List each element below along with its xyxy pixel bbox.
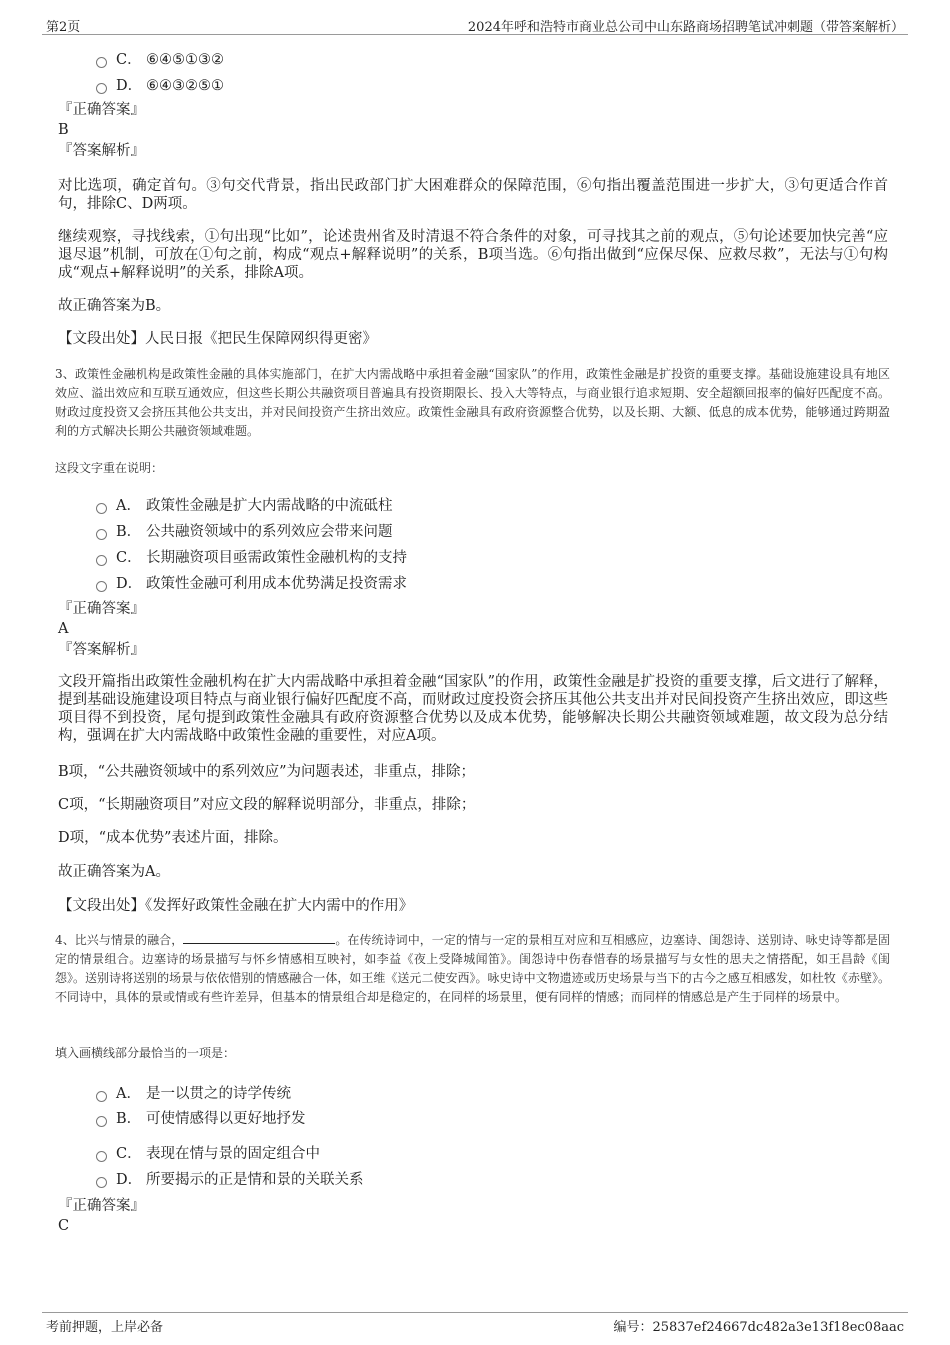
radio-icon[interactable]: [96, 83, 107, 94]
radio-icon[interactable]: [96, 57, 107, 68]
q3-option-b[interactable]: B． 公共融资领域中的系列效应会带来问题: [96, 520, 393, 540]
radio-icon[interactable]: [96, 503, 107, 514]
q3-analysis-5: 故正确答案为A。: [58, 864, 170, 880]
page-header: [42, 14, 908, 35]
page-number: 第2页: [46, 20, 81, 35]
radio-icon[interactable]: [96, 1177, 107, 1188]
q2-analysis-3: 故正确答案为B。: [58, 298, 171, 314]
q2-analysis-2: 继续观察，寻找线索，①句出现“比如”，论述贵州省及时清退不符合条件的对象，可寻找其之前的观点，⑤句论述要加快完善“应退尽退”机制，可放在①句之前，构成“观点+解释说明”的关系，B项当选。⑥句指出做到“应保尽保、应救尽救”，无法与①句构成“观点+解释说明”的关系，排除A项。: [58, 229, 888, 281]
q2-analysis-1: 对比选项，确定首句。③句交代背景，指出民政部门扩大困难群众的保障范围，⑥句指出覆盖范围进一步扩大，③句更适合作首句，排除C、D两项。: [58, 178, 888, 212]
q4-option-b[interactable]: B． 可使情感得以更好地抒发: [96, 1107, 306, 1127]
radio-icon[interactable]: [96, 581, 107, 592]
q4-stem-before: 4、比兴与情景的融合，: [55, 933, 184, 947]
document-id: 编号：25837ef24667dc482a3e13f18ec08aac: [613, 1320, 904, 1335]
footer-slogan: 考前押题，上岸必备: [46, 1320, 164, 1335]
q4-option-a[interactable]: A． 是一以贯之的诗学传统: [96, 1082, 291, 1102]
q2-option-c[interactable]: C． ⑥④⑤①③②: [96, 48, 224, 68]
q3-source: 【文段出处】《发挥好政策性金融在扩大内需中的作用》: [58, 898, 414, 914]
q3-prompt: 这段文字重在说明：: [55, 461, 164, 475]
q2-option-d[interactable]: D． ⑥④③②⑤①: [96, 74, 224, 94]
q2-answer: B: [58, 122, 69, 138]
radio-icon[interactable]: [96, 1151, 107, 1162]
radio-icon[interactable]: [96, 1116, 107, 1127]
q4-stem-after: 。在传统诗词中，一定的情与一定的景相互对应和互相感应，边塞诗、闺怨诗、送别诗、咏史诗等都是固定的情景组合。边塞诗的场景描写与怀乡情感相互映衬，如李益《夜上受降城闻笛》。闺怨诗中伤春惜春的场景描写与女性的思夫之情搭配，如王昌龄《闺怨》。送别诗将送别的场景与依依惜别的情感融合一体，如王维《送元二使安西》。咏史诗中文物遗迹或历史场景与当下的古今之感互相感发，如杜牧《赤壁》。不同诗中，具体的景或情或有些许差异，但基本的情景组合却是稳定的，在同样的场景里，便有同样的情感；而同样的情感总是产生于同样的场景中。: [55, 933, 890, 1004]
q4-option-c[interactable]: C． 表现在情与景的固定组合中: [96, 1142, 320, 1162]
q3-analysis-4: D项，“成本优势”表述片面，排除。: [58, 830, 288, 846]
q3-option-c[interactable]: C． 长期融资项目亟需政策性金融机构的支持: [96, 546, 407, 566]
q3-stem: 3、政策性金融机构是政策性金融的具体实施部门，在扩大内需战略中承担着金融“国家队”的作用，政策性金融是扩投资的重要支撑。基础设施建设具有地区效应、溢出效应和互联互通效应，但这些长期公共融资项目普遍具有投资期限长、投入大等特点，与商业银行追求短期、安全超额回报率的偏好匹配度不高。财政过度投资又会挤压其他公共支出，并对民间投资产生挤出效应。政策性金融具有政府资源整合优势，以及长期、大额、低息的成本优势，能够通过跨期盈利的方式解决长期公共融资领域难题。: [55, 367, 890, 438]
q4-option-d[interactable]: D． 所要揭示的正是情和景的关联关系: [96, 1168, 364, 1188]
q2-source: 【文段出处】人民日报《把民生保障网织得更密》: [58, 331, 377, 347]
q4-answer: C: [58, 1218, 70, 1234]
q4-answer-label: 『正确答案』: [58, 1198, 145, 1214]
q3-analysis-label: 『答案解析』: [58, 642, 145, 658]
q3-analysis-2: B项，“公共融资领域中的系列效应”为问题表述，非重点，排除；: [58, 764, 475, 780]
q2-analysis-label: 『答案解析』: [58, 143, 145, 159]
q2-answer-label: 『正确答案』: [58, 102, 145, 118]
q3-analysis-3: C项，“长期融资项目”对应文段的解释说明部分，非重点，排除；: [58, 797, 476, 813]
q3-option-a[interactable]: A． 政策性金融是扩大内需战略的中流砥柱: [96, 494, 393, 514]
q3-answer-label: 『正确答案』: [58, 601, 145, 617]
q3-option-d[interactable]: D． 政策性金融可利用成本优势满足投资需求: [96, 572, 407, 592]
document-title: 2024年呼和浩特市商业总公司中山东路商场招聘笔试冲刺题（带答案解析）: [467, 20, 904, 35]
page-footer: [42, 1312, 908, 1335]
radio-icon[interactable]: [96, 1091, 107, 1102]
radio-icon[interactable]: [96, 555, 107, 566]
q4-prompt: 填入画横线部分最恰当的一项是：: [55, 1046, 236, 1060]
fill-in-blank[interactable]: [183, 931, 335, 944]
q3-answer: A: [58, 621, 69, 637]
q4-stem: [55, 931, 890, 1007]
radio-icon[interactable]: [96, 529, 107, 540]
q3-analysis-1: 文段开篇指出政策性金融机构在扩大内需战略中承担着金融“国家队”的作用，政策性金融是扩投资的重要支撑，后文进行了解释，提到基础设施建设项目特点与商业银行偏好匹配度不高，而财政过度投资会挤压其他公共支出并对民间投资产生挤出效应，即这些项目得不到投资，尾句提到政策性金融具有政府资源整合优势以及成本优势，能够解决长期公共融资领域难题，故文段为总分结构，强调在扩大内需战略中政策性金融的重要性，对应A项。: [58, 674, 888, 744]
